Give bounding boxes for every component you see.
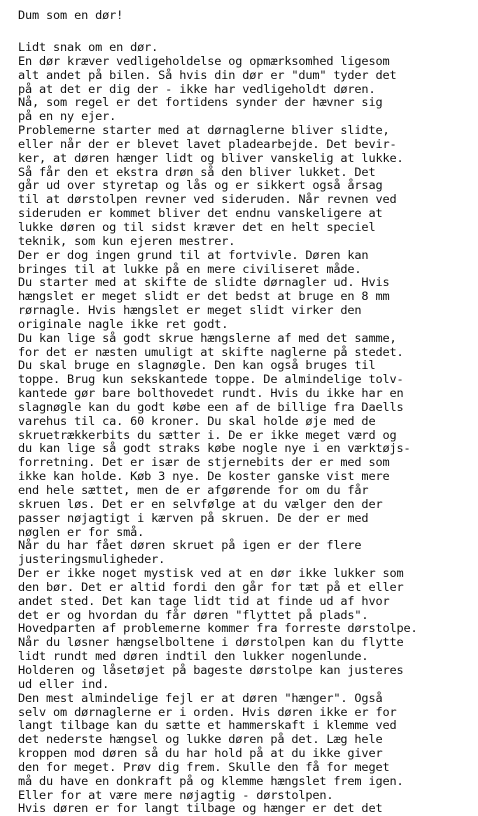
- text-line: end hele sættet, men de er afgørende for om du får: [18, 483, 369, 497]
- text-line: forretning. Det er især de stjernebits der er med som: [18, 455, 390, 470]
- text-line: skruetrækkerbits du sætter i. De er ikke meget værd og: [18, 427, 397, 442]
- text-line: går ud over styretap og lås og er sikkert også årsag: [18, 178, 383, 193]
- text-line: teknik, som kun ejeren mestrer.: [18, 233, 236, 248]
- document-body: [18, 41, 418, 816]
- text-line: Så får den et ekstra drøn så den bliver lukket. Det: [18, 164, 376, 179]
- text-line: Du skal bruge en slagnøgle. Den kan også bruges til: [18, 358, 376, 373]
- text-line: sideruden er kommet bliver det endnu vanskeligere at: [18, 206, 383, 221]
- text-line: det er og hvordan du får døren "flyttet på plads".: [18, 607, 369, 622]
- text-line: En dør kræver vedligeholdelse og opmærksomhed ligesom: [18, 53, 390, 68]
- text-line: alt andet på bilen. Så hvis din dør er "dum" tyder det: [18, 67, 397, 82]
- text-line: Nå, som regel er det fortidens synder der hævner sig: [18, 95, 383, 110]
- text-line: ker, at døren hænger lidt og bliver vanskelig at lukke.: [18, 150, 404, 165]
- text-line: må du have en donkraft på og klemme hængslet frem igen.: [18, 773, 404, 788]
- text-line: Den mest almindelige fejl er at døren "hænger". Også: [18, 690, 383, 705]
- text-line: den bør. Det er altid fordi den går for tæt på et eller: [18, 579, 404, 594]
- text-line: ikke kan holde. Køb 3 nye. De koster ganske vist mere: [18, 469, 390, 484]
- text-line: kantede gør bare bolthovedet rundt. Hvis du ikke har en: [18, 386, 404, 401]
- text-line: Problemerne starter med at dørnaglerne bliver slidte,: [18, 123, 390, 138]
- text-line: andet sted. Det kan tage lidt tid at finde ud af hvor: [18, 593, 390, 608]
- text-line: Når du har fået døren skruet på igen er der flere: [18, 538, 362, 553]
- text-line: Hovedparten af problemerne kommer fra forreste dørstolpe.: [18, 621, 418, 636]
- text-line: bringes til at lukke på en mere civiliseret måde.: [18, 261, 362, 276]
- text-line: den for meget. Prøv dig frem. Skulle den få for meget: [18, 759, 390, 774]
- text-line: toppe. Brug kun sekskantede toppe. De almindelige tolv-: [18, 372, 404, 387]
- text-line: det nederste hængsel og lukke døren på det. Læg hele: [18, 732, 383, 747]
- text-line: Der er ikke noget mystisk ved at en dør ikke lukker som: [18, 566, 404, 581]
- text-line: nøglen er for små.: [18, 524, 145, 539]
- text-line: hængslet er meget slidt er det bedst at bruge en 8 mm: [18, 289, 390, 304]
- text-line: du kan lige så godt straks købe nogle nye i en værktøjs-: [18, 441, 411, 456]
- text-line: Når du løsner hængselboltene i dørstolpen kan du flytte: [18, 635, 404, 650]
- text-line: eller når der er blevet lavet pladearbejde. Det bevir-: [18, 136, 397, 151]
- text-line: originale nagle ikke ret godt.: [18, 316, 229, 331]
- text-line: lukke døren og til sidst kræver det en helt speciel: [18, 219, 376, 234]
- text-line: rørnagle. Hvis hængslet er meget slidt virker den: [18, 303, 362, 318]
- text-line: passer nøjagtigt i kærven på skruen. De der er med: [18, 510, 369, 525]
- text-line: Du starter med at skifte de slidte dørnagler ud. Hvis: [18, 275, 390, 290]
- text-line: justeringsmuligheder.: [18, 552, 166, 567]
- text-line: Lidt snak om en dør.: [18, 40, 159, 54]
- text-line: ud eller ind.: [18, 676, 110, 691]
- text-line: for det er næsten umuligt at skifte naglerne på stedet.: [18, 344, 404, 359]
- text-line: selv om dørnaglerne er i orden. Hvis døren ikke er for: [18, 704, 397, 719]
- text-line: til at dørstolpen revner ved sideruden. Når revnen ved: [18, 192, 397, 207]
- text-line: Der er dog ingen grund til at fortvivle. Døren kan: [18, 247, 369, 262]
- text-line: kroppen mod døren så du har hold på at du ikke giver: [18, 746, 383, 761]
- text-line: langt tilbage kan du sætte et hammerskaft i klemme ved: [18, 718, 397, 733]
- text-line: varehus til ca. 60 kroner. Du skal holde øje med de: [18, 413, 376, 428]
- text-line: Du kan lige så godt skrue hængslerne af med det samme,: [18, 330, 397, 345]
- text-line: Holderen og låsetøjet på bageste dørstolpe kan justeres: [18, 662, 404, 677]
- text-line: på at det er dig der - ikke har vedligeholdt døren.: [18, 81, 376, 96]
- document-title: Dum som en dør!: [18, 8, 124, 22]
- text-line: Hvis døren er for langt tilbage og hænger er det det: [18, 801, 383, 816]
- text-line: slagnøgle kan du godt købe een af de billige fra Daells: [18, 399, 404, 414]
- text-line: skruen løs. Det er en selvfølge at du vælger den der: [18, 496, 383, 511]
- text-line: på en ny ejer.: [18, 109, 117, 124]
- text-line: Eller for at være mere nøjagtig - dørstolpen.: [18, 787, 334, 802]
- text-line: lidt rundt med døren indtil den lukker nogenlunde.: [18, 649, 369, 664]
